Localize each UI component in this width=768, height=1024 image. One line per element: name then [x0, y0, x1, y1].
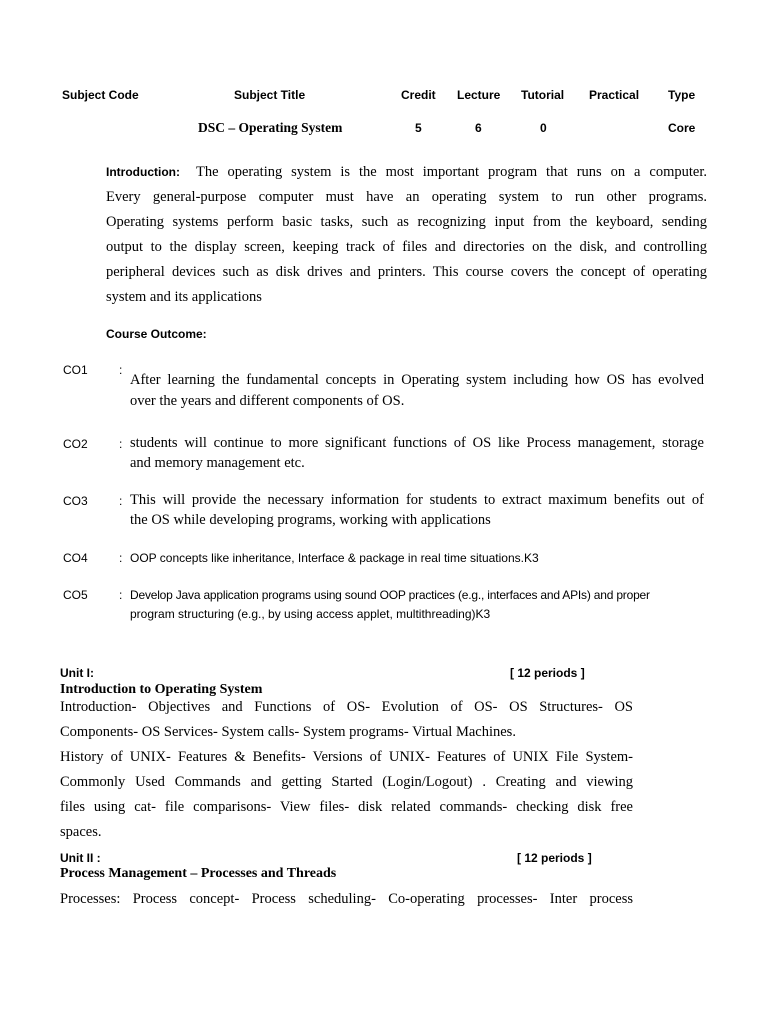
- outcome-line: students will continue to more significant functions of OS like Process management, storage: [130, 435, 704, 451]
- intro-line-5: peripheral devices such as disk drives and printers. This course covers the concept of operating: [106, 264, 707, 280]
- unit-2-periods: [ 12 periods ]: [517, 851, 592, 865]
- type-value: Core: [668, 121, 696, 135]
- header-practical: Practical: [589, 88, 640, 102]
- outcome-line: program structuring (e.g., by using access applet, multithreading)K3: [130, 607, 491, 621]
- outcome-colon: :: [119, 363, 123, 377]
- unit-1-line-4: Commonly Used Commands and getting Started (Login/Logout) . Creating and viewing: [60, 774, 633, 790]
- outcome-colon: :: [119, 551, 123, 565]
- outcome-line: over the years and different components of OS.: [130, 393, 405, 409]
- unit-2-title: Process Management – Processes and Threads: [60, 866, 337, 881]
- outcome-code: CO4: [63, 551, 88, 565]
- header-subject-code: Subject Code: [62, 88, 139, 102]
- course-outcome-heading: Course Outcome:: [106, 327, 207, 341]
- outcome-line: This will provide the necessary information for students to extract maximum benefits out of: [130, 492, 704, 508]
- header-lecture: Lecture: [457, 88, 501, 102]
- outcome-line: and memory management etc.: [130, 455, 305, 471]
- unit-1-line-3: History of UNIX- Features & Benefits- Versions of UNIX- Features of UNIX File System-: [60, 749, 633, 765]
- outcome-colon: :: [119, 437, 123, 451]
- intro-line-4: output to the display screen, keeping track of files and directories on the disk, and controlling: [106, 239, 707, 255]
- outcome-colon: :: [119, 588, 123, 602]
- intro-line-1: The operating system is the most important program that runs on a computer.: [196, 164, 707, 180]
- outcome-line: After learning the fundamental concepts in Operating system including how OS has evolved: [130, 372, 704, 388]
- unit-2-line-1: Processes: Process concept- Process scheduling- Co-operating processes- Inter process: [60, 891, 633, 907]
- outcome-code: CO3: [63, 494, 88, 508]
- header-type: Type: [668, 88, 696, 102]
- unit-1-line-1: Introduction- Objectives and Functions of OS- Evolution of OS- OS Structures- OS: [60, 699, 633, 715]
- outcome-code: CO2: [63, 437, 88, 451]
- intro-label: Introduction:: [106, 165, 180, 179]
- outcome-line: Develop Java application programs using sound OOP practices (e.g., interfaces and APIs) and proper: [130, 588, 650, 602]
- intro-line-2: Every general-purpose computer must have an operating system to run other programs.: [106, 189, 707, 205]
- header-credit: Credit: [401, 88, 436, 102]
- outcome-colon: :: [119, 494, 123, 508]
- header-subject-title: Subject Title: [234, 88, 306, 102]
- intro-line-6: system and its applications: [106, 289, 262, 305]
- unit-1-title: Introduction to Operating System: [60, 682, 263, 697]
- unit-1-line-2: Components- OS Services- System calls- System programs- Virtual Machines.: [60, 724, 516, 740]
- outcome-line: OOP concepts like inheritance, Interface & package in real time situations.K3: [130, 551, 539, 565]
- header-tutorial: Tutorial: [521, 88, 565, 102]
- tutorial-value: 0: [540, 121, 547, 135]
- outcome-code: CO5: [63, 588, 88, 602]
- unit-1-line-5: files using cat- file comparisons- View files- disk related commands- checking disk free: [60, 799, 633, 815]
- unit-1-periods: [ 12 periods ]: [510, 666, 585, 680]
- outcome-code: CO1: [63, 363, 88, 377]
- unit-1-label: Unit I:: [60, 666, 94, 680]
- unit-2-label: Unit II :: [60, 851, 101, 865]
- unit-1-line-6: spaces.: [60, 824, 102, 840]
- outcome-line: the OS while developing programs, working with applications: [130, 512, 491, 528]
- credit-value: 5: [415, 121, 422, 135]
- intro-line-3: Operating systems perform basic tasks, such as recognizing input from the keyboard, sending: [106, 214, 707, 230]
- subject-title-value: DSC – Operating System: [198, 120, 343, 135]
- lecture-value: 6: [475, 121, 482, 135]
